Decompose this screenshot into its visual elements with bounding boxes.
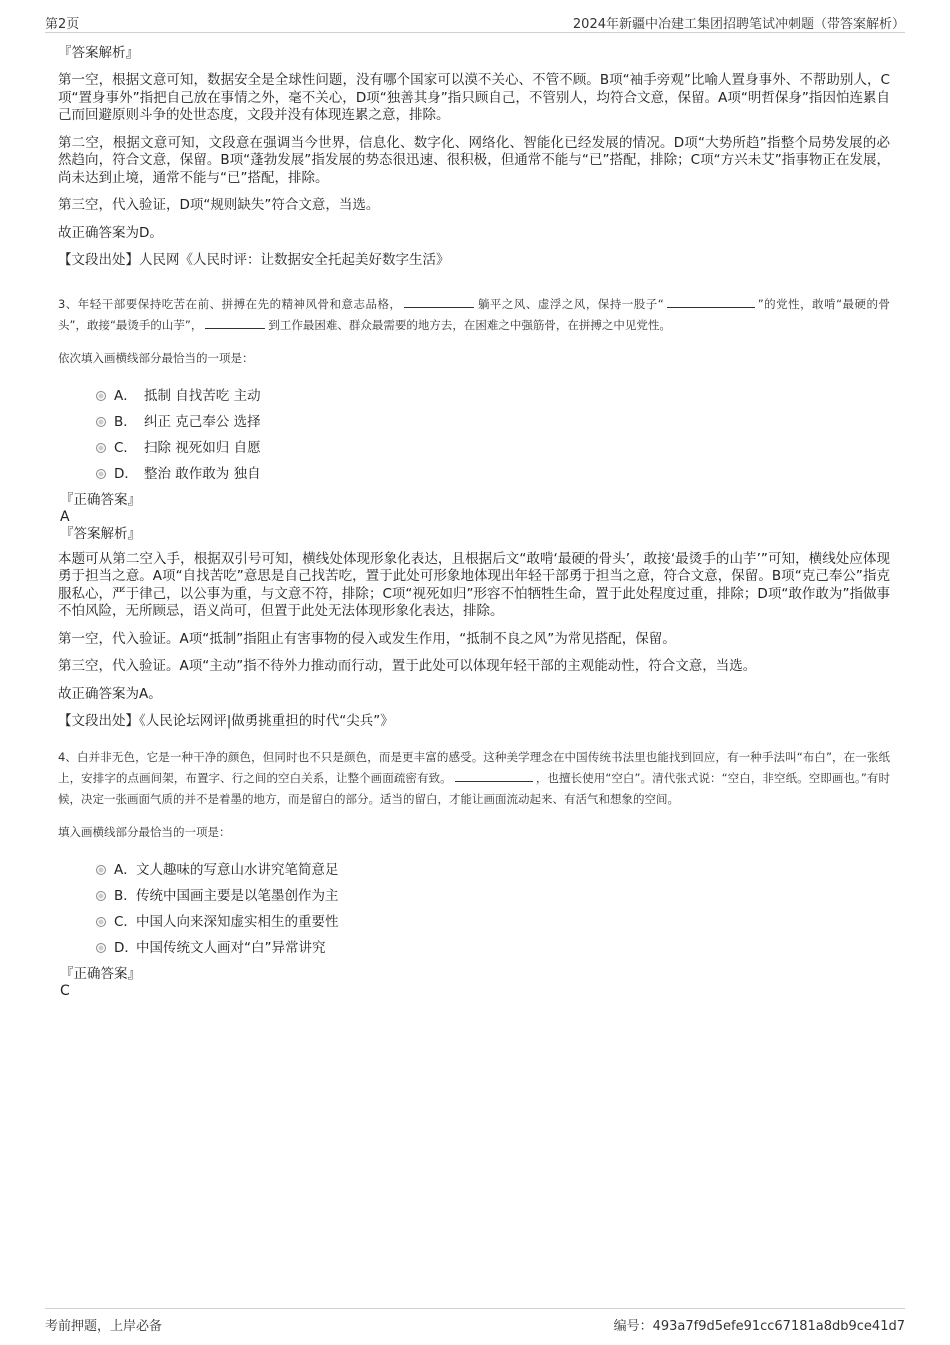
q3-option-a[interactable]: A． 抵制 自找苦吃 主动 <box>96 388 890 405</box>
q2-analysis-paragraph-3: 第三空，代入验证，D项“规则缺失”符合文意，当选。 <box>58 197 380 213</box>
radio-icon[interactable] <box>96 417 106 427</box>
q3-analysis-paragraph-3: 第三空，代入验证。A项“主动”指不待外力推动而行动，置于此处可以体现年轻干部的主观能动性，符合文意，当选。 <box>58 658 757 674</box>
q3-stem: 3、年轻干部要保持吃苦在前、拼搏在先的精神风骨和意志品格， 躺平之风、虚浮之风，保持一股子“ ”的党性，敢啃“最硬的骨头”，敢接“最烫手的山芋”， 到工作最困难、群众最需要的地方去，在困难之中强筋骨，在拼搏之中见党性。 <box>58 296 890 332</box>
q3-source: 【文段出处】《人民论坛网评|做勇挑重担的时代“尖兵”》 <box>58 713 394 729</box>
q4-stem: 4、白并非无色，它是一种干净的颜色，但同时也不只是颜色，而是更丰富的感受。这种美学理念在中国传统书法里也能找到回应，有一种手法叫“布白”，在一张纸上，安排字的点画间架，布置字、行之间的空白关系，让整个画面疏密有致。 ，也擅长使用“空白”。清代张式说：“空白，非空纸。空即画也。”有时候，决定一张画面气质的并不是着墨的地方，而是留白的部分。适当的留白，才能让画面流动起来、有活气和想象的空间。 <box>58 749 890 806</box>
q3-conclusion: 故正确答案为A。 <box>58 685 162 702</box>
document-title: 2024年新疆中冶建工集团招聘笔试冲刺题（带答案解析） <box>572 17 905 32</box>
q3-answer: A <box>60 508 70 525</box>
q2-analysis-tag: 『答案解析』 <box>58 45 139 61</box>
page-number: 第2页 <box>45 17 80 32</box>
q4-answer-block <box>60 966 890 1000</box>
q2-conclusion: 故正确答案为D。 <box>58 224 163 241</box>
radio-icon[interactable] <box>96 443 106 453</box>
q3-analysis-paragraph-1: 本题可从第二空入手，根据双引号可知，横线处体现形象化表达，且根据后文“敢啃‘最硬的骨头’，敢接‘最烫手的山芋’”可知，横线处应体现勇于担当之意。A项“自找苦吃”意思是自己找苦吃，置于此处可形象地体现出年轻干部勇于担当之意，符合文意，保留。B项“克己奉公”指克服私心，严于律己，以公事为重，与文意不符，排除；C项“视死如归”形容不怕牺牲生命，置于此处程度过重，排除；D项“敢作敢为”指做事不怕风险，无所顾忌，语义尚可，但置于此处无法体现形象化表达，排除。 <box>58 550 890 619</box>
radio-icon[interactable] <box>96 391 106 401</box>
q4-option-a[interactable]: A． 文人趣味的写意山水讲究笔简意足 <box>96 862 890 879</box>
q4-prompt: 填入画横线部分最恰当的一项是： <box>58 824 231 839</box>
q4-blank <box>455 769 533 782</box>
footer-slogan: 考前押题，上岸必备 <box>45 1319 163 1334</box>
q3-blank-2 <box>667 295 755 308</box>
radio-icon[interactable] <box>96 891 106 901</box>
q3-answer-tag: 『正确答案』 <box>60 491 141 508</box>
q3-option-c[interactable]: C． 扫除 视死如归 自愿 <box>96 440 890 457</box>
q3-option-b[interactable]: B． 纠正 克己奉公 选择 <box>96 414 890 431</box>
radio-icon[interactable] <box>96 469 106 479</box>
q4-option-c[interactable]: C． 中国人向来深知虚实相生的重要性 <box>96 914 890 931</box>
q3-options <box>96 388 890 483</box>
q3-analysis-paragraph-2: 第一空，代入验证。A项“抵制”指阻止有害事物的侵入或发生作用，“抵制不良之风”为常见搭配，保留。 <box>58 630 676 647</box>
q4-option-b[interactable]: B． 传统中国画主要是以笔墨创作为主 <box>96 888 890 905</box>
q2-analysis-paragraph-2: 第二空，根据文意可知，文段意在强调当今世界，信息化、数字化、网络化、智能化已经发展的情况。D项“大势所趋”指整个局势发展的必然趋向，符合文意，保留。B项“蓬勃发展”指发展的势态很迅速、很积极，但通常不能与“已”搭配，排除；C项“方兴未艾”指事物正在发展，尚未达到止境，通常不能与“已”搭配，排除。 <box>58 134 890 186</box>
page-footer <box>45 1308 905 1333</box>
q3-option-d[interactable]: D． 整治 敢作敢为 独自 <box>96 466 890 483</box>
q4-options <box>96 862 890 957</box>
q4-option-d[interactable]: D． 中国传统文人画对“白”异常讲究 <box>96 940 890 957</box>
radio-icon[interactable] <box>96 917 106 927</box>
q2-source: 【文段出处】人民网《人民时评：让数据安全托起美好数字生活》 <box>58 252 450 268</box>
q3-blank-3 <box>205 316 265 329</box>
footer-serial: 编号：493a7f9d5efe91cc67181a8db9ce41d7 <box>613 1319 905 1334</box>
page-content <box>58 44 890 1008</box>
q4-answer: C <box>60 982 70 999</box>
q3-answer-block <box>60 492 890 543</box>
q3-analysis-tag: 『答案解析』 <box>60 525 141 542</box>
page-header <box>45 10 905 33</box>
q3-prompt: 依次填入画横线部分最恰当的一项是： <box>58 350 254 365</box>
radio-icon[interactable] <box>96 865 106 875</box>
q3-blank-1 <box>404 295 474 308</box>
q2-analysis-paragraph-1: 第一空，根据文意可知，数据安全是全球性问题，没有哪个国家可以漠不关心、不管不顾。B项“袖手旁观”比喻人置身事外、不帮助别人，C项“置身事外”指把自己放在事情之外，毫不关心，D项“独善其身”指只顾自己，不管别人，均符合文意，保留。A项“明哲保身”指因怕连累自己而回避原则斗争的处世态度，文段并没有体现连累之意，排除。 <box>58 72 890 123</box>
radio-icon[interactable] <box>96 943 106 953</box>
q4-answer-tag: 『正确答案』 <box>60 965 141 982</box>
